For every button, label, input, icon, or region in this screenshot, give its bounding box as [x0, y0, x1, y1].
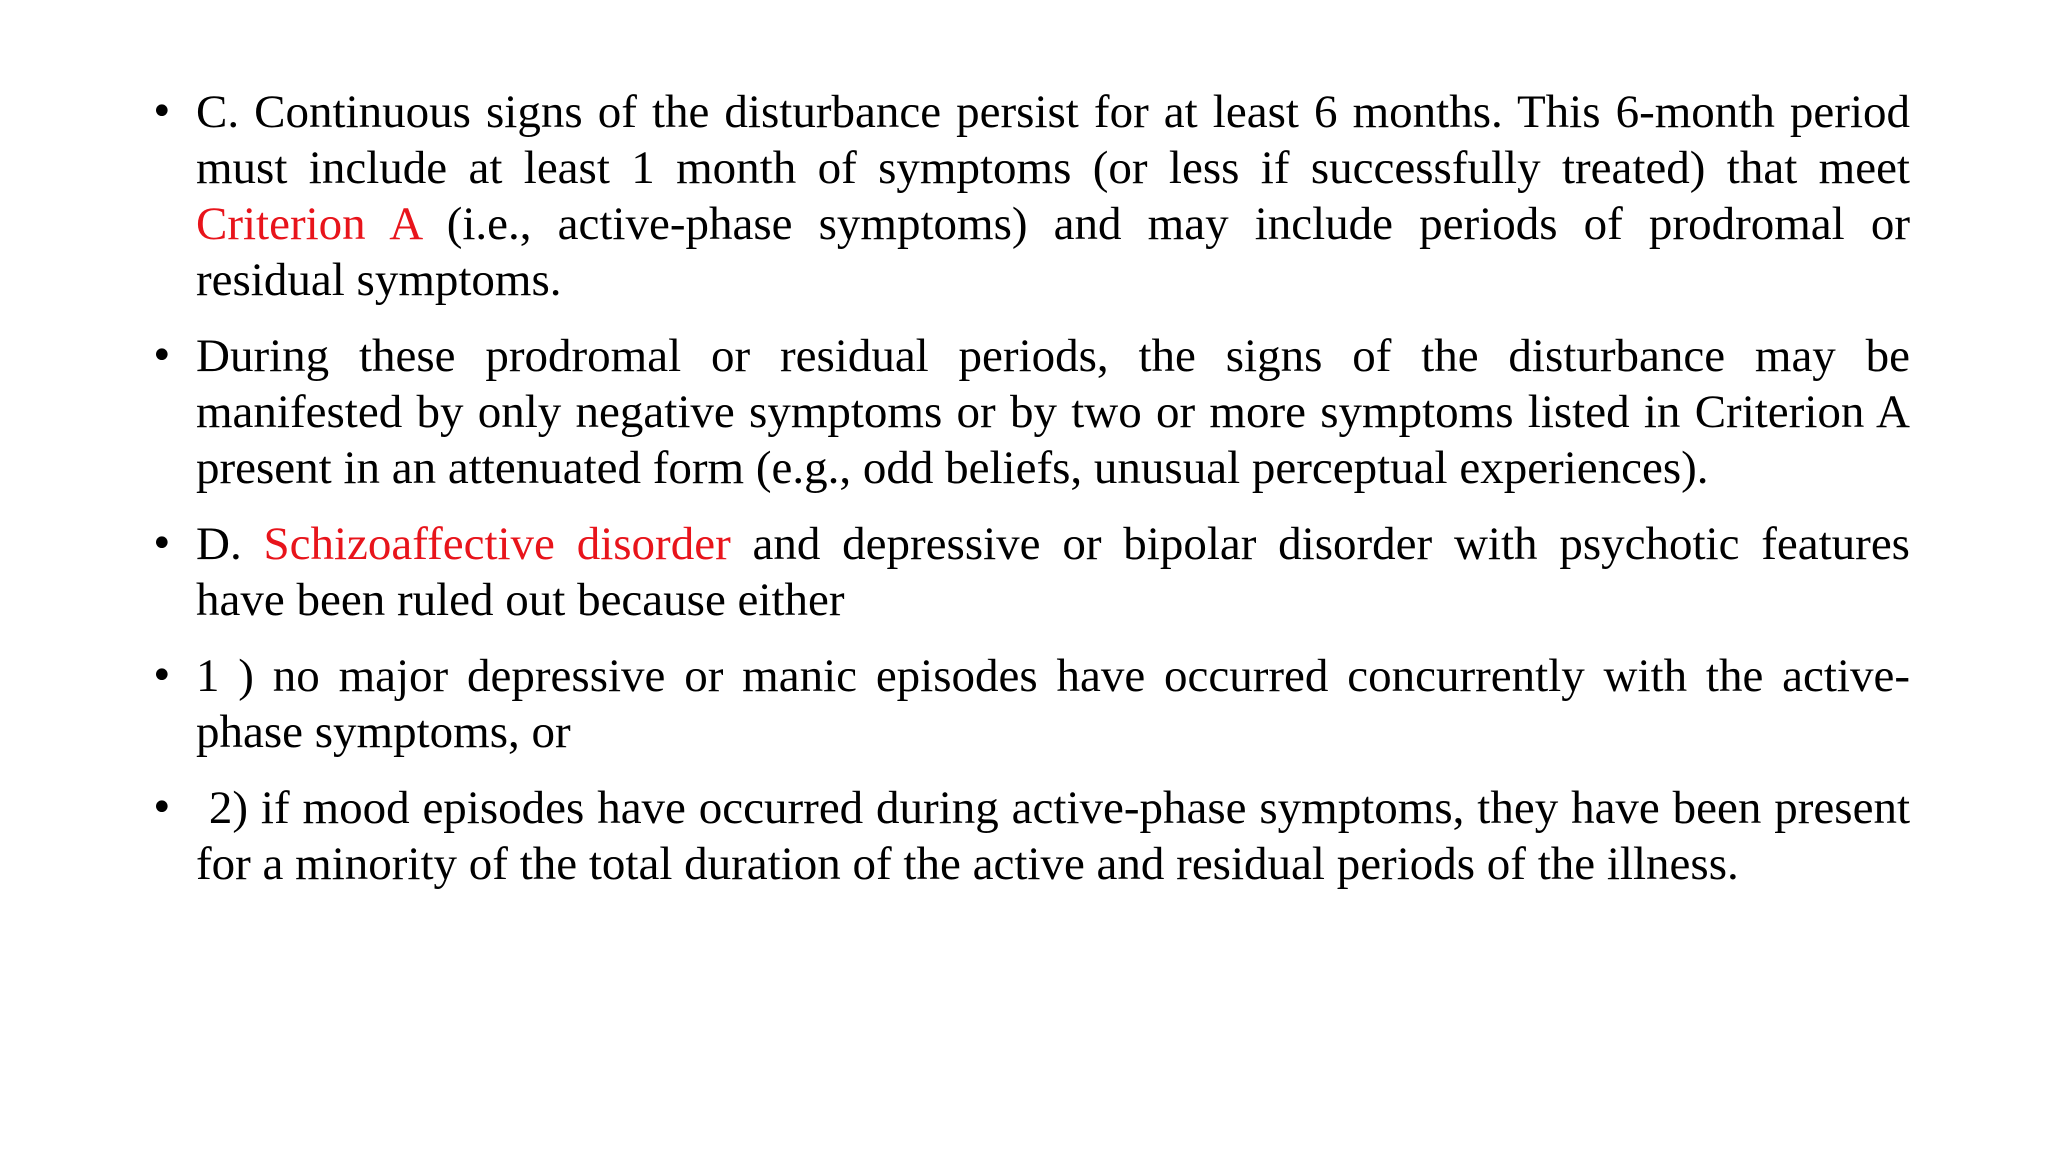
- bullet-list: [150, 84, 1922, 912]
- bullet-icon: •: [150, 89, 174, 135]
- bullet-text-segment: and depressive or bipolar disorder with psychotic features have been ruled out because either: [196, 518, 1910, 626]
- bullet-item-criterion-d: [150, 516, 1910, 628]
- bullet-icon: •: [150, 653, 174, 699]
- bullet-text: 1 ) no major depressive or manic episodes have occurred concurrently with the active-phase symptoms, or: [196, 650, 1910, 758]
- bullet-item-prodromal-periods: [150, 328, 1910, 496]
- bullet-item-condition-2: [150, 780, 1922, 892]
- bullet-text: 2) if mood episodes have occurred during active-phase symptoms, they have been present for a minority of the total duration of the active and residual periods of the illness.: [196, 782, 1922, 890]
- highlight-criterion-a: Criterion A: [196, 198, 421, 250]
- bullet-text-segment: (i.e., active-phase symptoms) and may include periods of prodromal or residual symptoms.: [196, 198, 1910, 306]
- bullet-item-criterion-c: [150, 84, 1910, 308]
- highlight-schizoaffective-disorder: Schizoaffective disorder: [263, 518, 731, 570]
- bullet-icon: •: [150, 785, 174, 831]
- bullet-icon: •: [150, 521, 174, 567]
- bullet-text: During these prodromal or residual periods, the signs of the disturbance may be manifested by only negative symptoms or by two or more symptoms listed in Criterion A present in an attenuated form (e.g., odd beliefs, unusual perceptual experiences).: [196, 330, 1910, 494]
- bullet-text-segment: C. Continuous signs of the disturbance persist for at least 6 months. This 6-month period must include at least 1 month of symptoms (or less if successfully treated) that meet: [196, 86, 1910, 194]
- bullet-icon: •: [150, 333, 174, 379]
- bullet-item-condition-1: [150, 648, 1910, 760]
- bullet-text-segment: D.: [196, 518, 264, 570]
